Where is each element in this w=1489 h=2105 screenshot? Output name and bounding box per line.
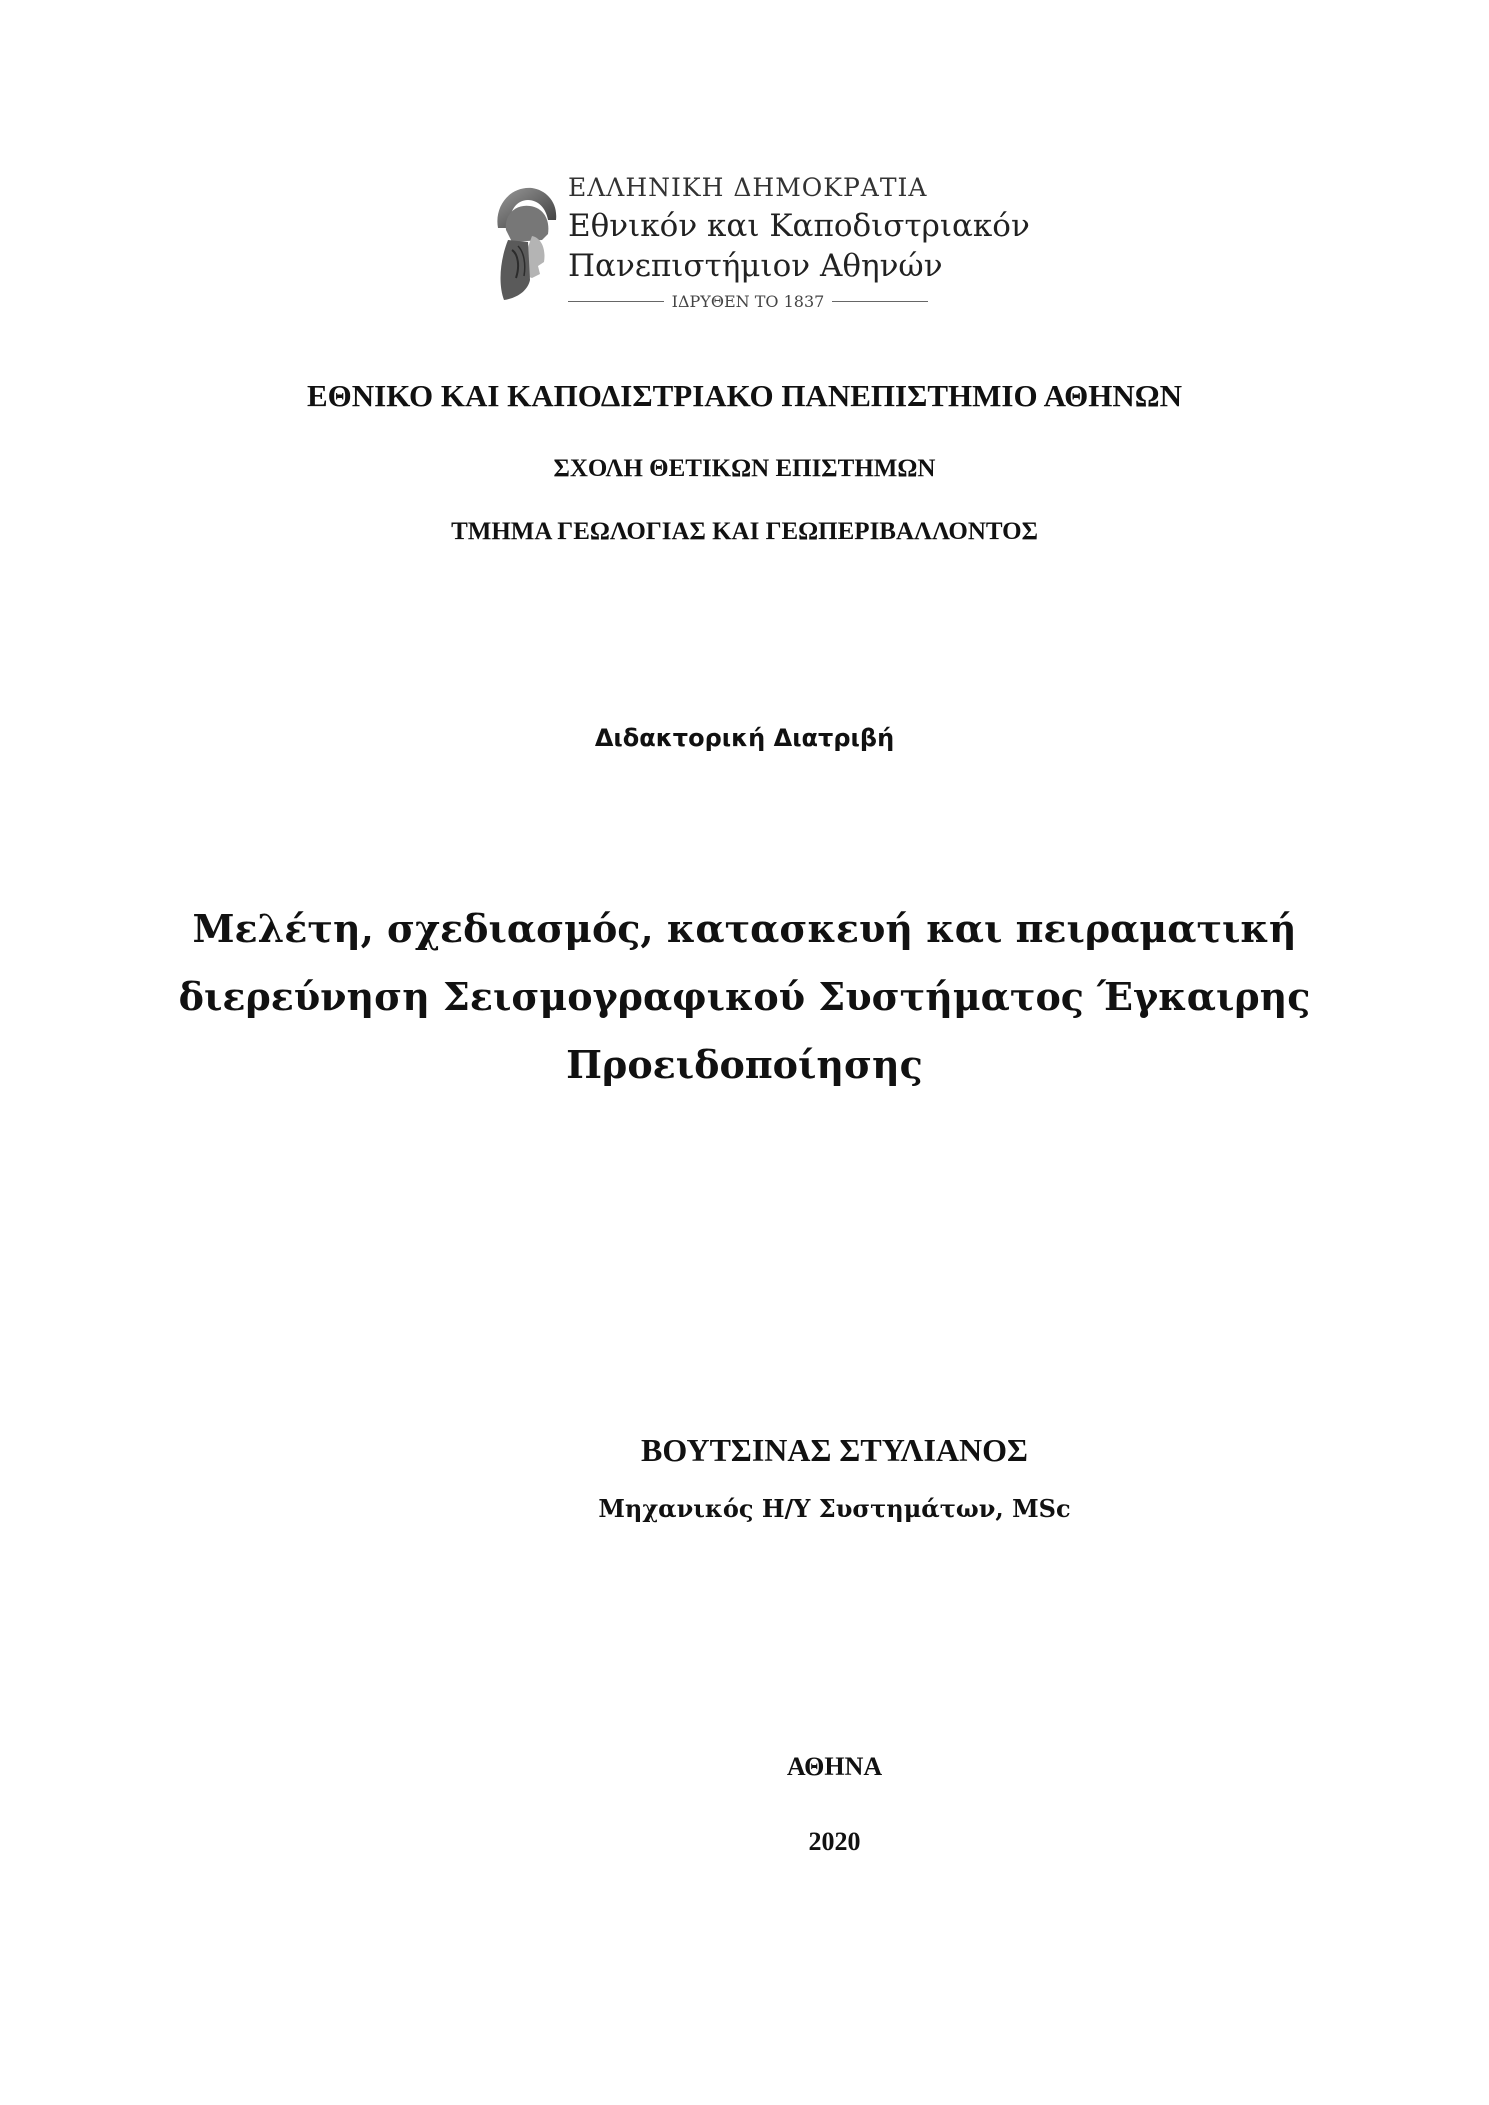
logo-university-line1: Εθνικόν και Καποδιστριακόν (568, 208, 1030, 244)
thesis-title (0, 895, 1489, 1099)
athena-head-icon (488, 180, 562, 304)
department-name: ΤΜΗΜΑ ΓΕΩΛΟΓΙΑΣ ΚΑΙ ΓΕΩΠΕΡΙΒΑΛΛΟΝΤΟΣ (451, 518, 1038, 545)
thesis-title-line: Προειδοποίησης (566, 1042, 923, 1087)
thesis-title-line: διερεύνηση Σεισμογραφικού Συστήματος Έγκαιρης (178, 974, 1311, 1019)
logo-founded (568, 292, 928, 311)
author-name: ΒΟΥΤΣΙΝΑΣ ΣΤΥΛΙΑΝΟΣ (641, 1432, 1028, 1468)
document-type: Διδακτορική Διατριβή (594, 724, 895, 752)
author-degree: Μηχανικός Η/Υ Συστημάτων, MSc (598, 1494, 1071, 1523)
university-name: ΕΘΝΙΚΟ ΚΑΙ ΚΑΠΟΔΙΣΤΡΙΑΚΟ ΠΑΝΕΠΙΣΤΗΜΙΟ ΑΘΗΝΩΝ (306, 378, 1183, 413)
logo-rule-left (568, 301, 664, 302)
logo-rule-right (832, 301, 928, 302)
university-logo (488, 168, 1028, 318)
city: ΑΘΗΝΑ (786, 1752, 883, 1781)
logo-republic-text: ΕΛΛΗΝΙΚΗ ΔΗΜΟΚΡΑΤΙΑ (568, 173, 928, 202)
thesis-title-line: Μελέτη, σχεδιασμός, κατασκευή και πειραματική (192, 906, 1297, 951)
school-name: ΣΧΟΛΗ ΘΕΤΙΚΩΝ ΕΠΙΣΤΗΜΩΝ (553, 455, 936, 482)
logo-founded-text: ΙΔΡΥΘΕΝ ΤΟ 1837 (671, 292, 825, 311)
logo-university-line2: Πανεπιστήμιον Αθηνών (568, 248, 943, 284)
year: 2020 (808, 1827, 861, 1856)
